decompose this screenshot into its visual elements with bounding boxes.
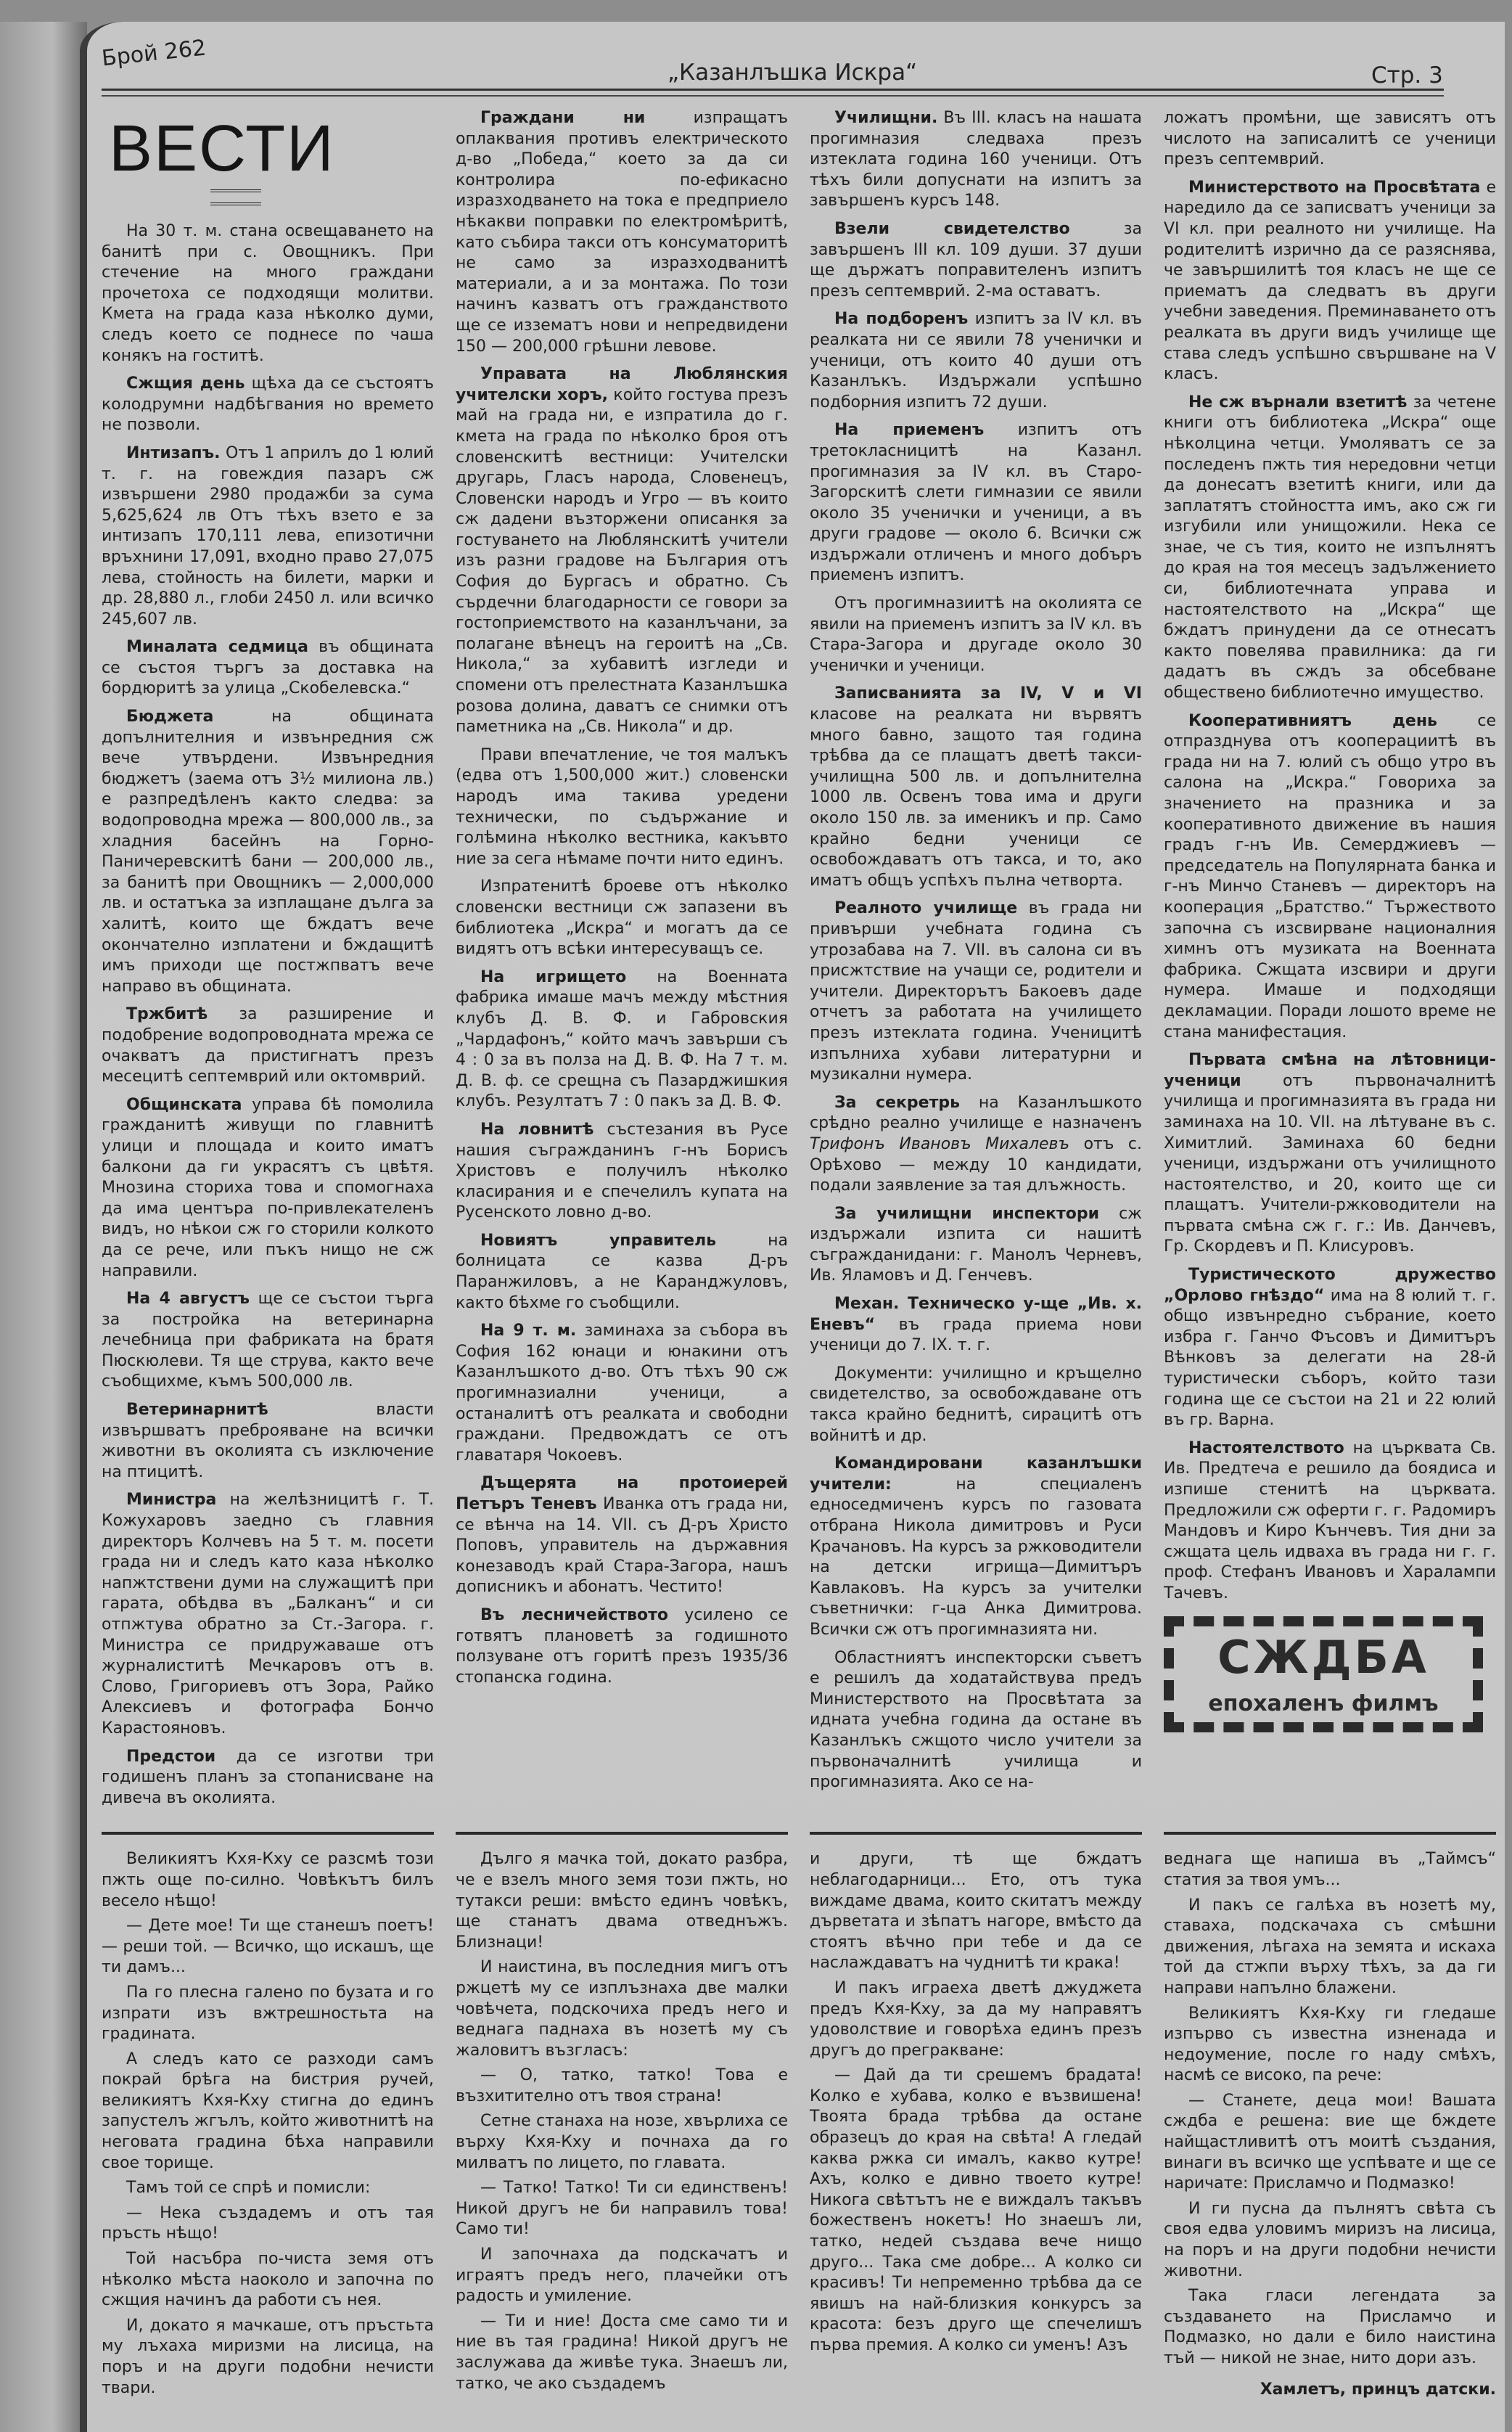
news-item	[102, 221, 434, 367]
feuilleton-column-2	[456, 1849, 788, 2399]
news-item	[102, 1490, 434, 1739]
news-item	[102, 1004, 434, 1087]
section-divider	[1164, 1832, 1496, 1835]
section-divider-row	[102, 1832, 1490, 1835]
news-item	[1164, 393, 1496, 704]
news-item	[456, 1120, 788, 1224]
story-paragraph: И пакъ се галѣха въ нозетѣ му, ставаха, подскачаха съ смѣшни движения, лѣгаха на земята и искаха той да стжпи върху тѣхъ, за да ги направи напълно блажени.	[1164, 1896, 1496, 1997]
previous-page-edge	[0, 22, 87, 2432]
story-paragraph: И наистина, въ последния мигъ отъ ржцетѣ му се изплъзнаха две малки човѣчета, подскочиха предъ него и веднага паднаха въ нозетѣ му съ жаловитъ възгласъ:	[456, 1958, 788, 2060]
news-item	[1164, 1265, 1496, 1431]
story-paragraph: — Станете, деца мои! Вашата сждба е решена: вие ще бждете найщастливитѣ отъ моитѣ създания, винаги въ всичко ще успѣвате и ще се наричате: Присламчо и Подмазко!	[1164, 2091, 1496, 2193]
news-item-text: сж издържали изпита си нашитѣ съгражданидани: г. Манолъ Черневъ, Ив. Яламовъ и Д. Генчевъ.	[810, 1204, 1142, 1285]
news-item-text: на църквата Св. Ив. Предтеча е решило да боядиса и изпише стенитѣ на църквата. Предложили сж оферти г. г. Радомиръ Мандовъ и Киро Кънчевъ. Тия дни за сжщата цель идваха въ града ни г. г. проф. Стефанъ Ивановъ и Харалампи Тачевъ.	[1164, 1438, 1496, 1602]
news-item	[102, 1289, 434, 1393]
story-paragraph: Великиятъ Кхя-Кху ги гледаше изпърво съ известна изненада и недоумение, после го наду смѣхъ, насмѣ се високо, па рече:	[1164, 2004, 1496, 2085]
news-item-headline: Командировани казанлъшки учители:	[810, 1454, 1142, 1494]
news-item-text: отъ първоначалнитѣ училища и прогимназията въ града ни заминаха на 10. VII. на лѣтуване въ с. Химитлий. Заминаха 60 бедни ученици, издържани отъ училищното настоятелство, и 20, които ще си плащатъ. Учители-ржководители на първата смѣна сж г. г.: Ив. Данчевъ, Гр. Скордевъ и П. Клисуровъ.	[1164, 1071, 1496, 1256]
news-section	[102, 108, 1497, 1816]
news-item-text: управа бѣ помолила гражданитѣ живущи по главнитѣ улици и площада и които иматъ балкони да ги украсятъ съ цвѣтя. Мнозина сториха това и спомогнаха да има центъра по-привлекателенъ видъ, но нѣкои сж го сторили колкото да се рече, или пъкъ нищо не сж направили.	[102, 1095, 434, 1280]
feuilleton-column-4	[1164, 1849, 1496, 2400]
news-item-text: изпращатъ оплаквания противъ електрическото д-во „Победа,“ което за да си контролира по-ефикасно изразходването на тока е предприело нѣкакви поправки по електромѣритѣ, като събира такси отъ консуматоритѣ не само за изразходванитѣ материали, а и за монтажа. По този начинъ казватъ отъ гражданството ще се иззематъ нови и непредвидени 150 — 200,000 грѣшни левове.	[456, 109, 788, 356]
story-paragraph: — Дете мое! Ти ще станешъ поетъ! — реши той. — Всичко, що искашъ, ще ти дамъ...	[102, 1917, 434, 1977]
news-item-text: състезания въ Русе нашия съгражданинъ г-нъ Борисъ Христовъ е получилъ нѣколко класирания и е спечелилъ купата на Русенското ловно д-во.	[456, 1120, 789, 1222]
news-item-text: въ града ни привърши учебната година съ утрозабава на 7. VII. въ салона си въ присжтствие на учащи се, родители и учители. Директорътъ Бакоевъ даде отчетъ за работата на училището презъ изтеклата година. Ученицитѣ изпълниха хубави литературни и музикални нумера.	[810, 899, 1142, 1084]
news-item-text: Областниятъ инспекторски съветъ е решилъ да ходатайствува предъ Министерството на Просвѣтата за идната учебна година да остане въ Казанлъкъ сжщото число учители за първоначалнитѣ училища и прогимназията. Ако се на-	[810, 1648, 1142, 1792]
news-item-headline: Новиятъ управитель	[480, 1231, 717, 1250]
news-item-text: за разширение и подобрение водопроводната мрежа се очакватъ да пристигнатъ презъ месецитѣ септемврий или октомврий.	[102, 1005, 434, 1086]
news-item-text: за завършенъ III кл. 109 души. 37 души ще държатъ поправителенъ изпитъ презъ септемврий. 2-ма оставатъ.	[810, 219, 1142, 300]
ad-subtitle: епохаленъ филмъ	[1208, 1690, 1439, 1716]
news-item-text: изпитъ за IV кл. въ реалката ни се явили 78 ученички и ученици, отъ които 40 души отъ Казанлъкъ. Издържали успѣшно подборния изпитъ 72 души.	[810, 310, 1142, 412]
story-paragraph: и други, тѣ ще бждатъ неблагодарници... Ето, отъ тука виждаме двама, които скитатъ между дърветата и зѣпатъ нагоре, вмѣсто да стоятъ вѣчно при тебе и да се наслаждаватъ на чуднитѣ ти крака!	[810, 1850, 1142, 1973]
news-item-headline: На ловнитѣ	[480, 1120, 594, 1139]
news-column-1	[102, 108, 434, 1816]
news-item-text: се отпразднува отъ кооперациитѣ въ града ни на 7. юлий съ общо утро въ салона на „Искра.“ Говориха за значението на празника и за кооперативното движение въ нашия градъ г-нъ Ив. Семерджиевъ — председатель на Популярната банка и г-нъ Минчо Станевъ — директоръ на кооперация „Братство.“ Тържеството започна съ изсвирване националния химнъ отъ музиката на Военната фабрика. Сжщата изсвири и други нумера. Имаше и подходящи декламации. Поради лошото време не стана манифестация.	[1164, 711, 1496, 1041]
news-item-text: въ града приема нови ученици до 7. IX. т. г.	[810, 1315, 1142, 1355]
story-paragraph: А следъ като се разходи самъ покрай брѣга на бистрия ручей, великиятъ Кхя-Кху стигна до единъ запустелъ жгълъ, който животнитѣ на неговата градина бѣха направили свое торище.	[102, 2050, 434, 2172]
news-item	[102, 1095, 434, 1282]
news-item-text: Прави впечатление, че тоя малъкъ (едва отъ 1,500,000 жит.) словенски народъ има такива уредени технически, по съдържание и голѣмина нѣколко вестника, какъвто ние за сега нѣмаме почти нито единъ.	[456, 745, 788, 868]
page-number: Стр. 3	[1371, 62, 1443, 89]
story-paragraph: И пакъ играеха дветѣ джуджета предъ Кхя-Кху, за да му направятъ удоволствие и говорѣха единъ презъ другъ до прегракване:	[810, 1978, 1142, 2060]
story-paragraph: веднага ще напиша въ „Таймсъ“ статия за твоя умъ...	[1164, 1850, 1496, 1889]
news-item	[810, 1648, 1142, 1793]
story-paragraph: — Татко! Татко! Ти си единственъ! Никой другъ не би направилъ това! Само ти!	[456, 2179, 788, 2239]
story-paragraph: Па го плесна галено по бузата и го изпрати изъ вжтрешностьта на градината.	[102, 1983, 434, 2044]
news-item	[1164, 711, 1496, 1044]
news-item	[456, 1231, 788, 1314]
news-item	[1164, 178, 1496, 385]
news-item-headline: На игрището	[480, 967, 627, 986]
header-rule	[102, 89, 1444, 97]
section-title: ВЕСТИ	[109, 112, 335, 185]
news-item-headline: Първата смѣна на лѣтовници-ученици	[1164, 1051, 1496, 1090]
story-paragraph: — Нека създадемъ и отъ тая пръсть нѣщо!	[102, 2203, 434, 2243]
story-paragraph: И започнаха да подскачатъ и играятъ предъ него, плачейки отъ радость и умиление.	[456, 2245, 788, 2306]
story-paragraph: — О, татко, татко! Това е възхитително отъ твоя страна!	[456, 2066, 788, 2105]
news-item	[810, 420, 1142, 586]
news-item	[456, 1473, 788, 1598]
story-paragraph: Великиятъ Кхя-Кху се разсмѣ този пжть още по-силно. Човѣкътъ билъ весело нѣщо!	[102, 1850, 434, 1910]
news-item-text: Отъ прогимназиитѣ на околията се явили на приеменъ изпитъ за IV кл. въ Стара-Загора и другаде около 30 ученички и ученици.	[810, 594, 1142, 675]
news-column-2	[456, 108, 788, 1695]
news-item-text: усилено се готвятъ плановетѣ за годишното ползуване отъ горитѣ презъ 1935/36 стопанска година.	[456, 1605, 788, 1687]
news-item-headline: На 9 т. м.	[480, 1322, 577, 1340]
film-advertisement	[1164, 1616, 1483, 1732]
news-item-text: на общината допълнителния и извънредния сж вече утвърдени. Извънредния бюджетъ (заема отъ 3½ милиона лв.) е разпредѣленъ както следва: за водопроводна мрежа — 800,000 лв., за хладния басейнъ на Горно-Паничеревскитѣ бани — 200,000 лв., за банитѣ при Овощникъ — 2,000,000 лв. и остатъка за изплащане дълга за халитѣ, които ще бждатъ вече окончателно изплатени и бждащитѣ имъ приходи ще постжпватъ вече направо въ общината.	[102, 708, 434, 996]
news-item	[456, 108, 788, 357]
news-item	[810, 1204, 1142, 1287]
issue-number: Брой 262	[100, 35, 208, 72]
news-item	[810, 898, 1142, 1085]
news-item-text: класове на реалката ни вървятъ много бавно, защото тая година трѣбва да се плащатъ дветѣ такси-училищна 500 лв. и допълнителна 1000 лв. Освенъ това има и други около 150 лв. за именикъ и пр. Само крайно бедни ученици се освобождаватъ отъ такса, и то, ако иматъ общъ успѣхъ пълна четворта.	[810, 705, 1142, 890]
news-item-text: на болницата се казва Д-ръ Паранжиловъ, а не Каранджуловъ, както бѣхме го съобщили.	[456, 1231, 788, 1312]
news-item-text: Отъ 1 априлъ до 1 юлий т. г. на говеждия пазаръ сж извършени 2980 продажби за сума 5,625,624 лв Отъ тѣхъ взето е за интизапъ 170,111 лева, епизотични връхнини 17,091, входно право 27,075 лева, стойность на билети, марки и др. 28,880 л., глоби 2450 л. или всичко 245,607 лв.	[102, 443, 434, 629]
news-item	[1164, 1438, 1496, 1605]
news-item	[810, 1364, 1142, 1446]
page-header	[102, 22, 1490, 89]
news-item-headline: Бюджета	[126, 708, 214, 726]
news-item-text: на специаленъ едноседмиченъ курсъ по газовата отбрана Никола димитровъ и Руси Крачановъ. На курсъ за ржководители на детски игрища—Димитъръ Кавлаковъ. На курсъ за учителки съветнички: г-ца Анка Димитрова. Всички сж отъ прогимназията ни.	[810, 1475, 1142, 1639]
section-divider	[456, 1832, 788, 1835]
news-item	[810, 1294, 1142, 1356]
story-paragraph: И ги пусна да пълнятъ свѣта съ своя едва уловимъ миризъ на лисица, на поръ и на други подобни нечисти животни.	[1164, 2199, 1496, 2280]
news-item-text: има на 8 юлий т. г. общо извънредно събрание, което избра г. Ганчо Фъсовъ и Димитъръ Вѣнковъ за делегати на 28-й туристически съборъ, който тази година ще се състои на 21 и 22 юлий въ гр. Варна.	[1164, 1286, 1496, 1430]
news-item-text: Изпратенитѣ броеве отъ нѣколко словенски вестници сж запазени въ библиотека „Искра“ и могатъ да се видятъ отъ всѣки интересуващъ се.	[456, 877, 788, 959]
story-paragraph: Сетне станаха на нозе, хвърлиха се върху Кхя-Кху и почнаха да го милватъ по лицето, по главата.	[456, 2112, 788, 2172]
news-item-text: Иванка отъ града ни, се вѣнча на 14. VII. съ Д-ръ Христо Поповъ, управитель на държавния конезаводъ край Стара-Загора, нашъ дописникъ и абонатъ. Честито!	[456, 1495, 788, 1597]
news-item-text: на Казанлъшкото срѣдно реално училище е назначенъ	[810, 1093, 1142, 1133]
section-divider	[102, 1832, 434, 1835]
news-item-headline: Интизапъ.	[126, 443, 221, 462]
section-divider	[810, 1832, 1142, 1835]
news-item	[456, 877, 788, 959]
news-item-headline: Тржбитѣ	[126, 1005, 208, 1024]
news-item	[810, 1093, 1142, 1197]
news-item-text: ложатъ промѣни, ще зависятъ отъ числото на записалитѣ се ученици презъ септемврий.	[1164, 109, 1496, 169]
news-item-text: ще се състои търга за постройка на ветеринарна лечебница при фабриката на братя Пюскюлеви. Тя ще струва, както вече съобщихме, къмъ 500,000 лв.	[102, 1290, 434, 1391]
news-item	[102, 374, 434, 436]
news-item-text: отъ с. Орѣхово — между 10 кандидати, подали заявление за тая длъжность.	[810, 1134, 1142, 1195]
news-item	[810, 108, 1142, 212]
story-paragraph: — Дай да ти срешемъ брадата! Колко е хубава, колко е възвишена! Твоята брада трѣбва да остане образецъ до края на свѣта! А гледай каква ржка си ималъ, какво кутре! Ахъ, колко е дивно твоето кутре! Никога свѣтътъ не е виждалъ такъвъ божественъ нокетъ! Но знаешъ ли, татко, недей създава вече нищо друго... Така сме добре... А колко си красивъ! Ти непременно трѣбва да се явишъ на най-близкия конкурсъ за красота: безъ друго ще спечелишъ първа премия. А колко си уменъ! Азъ	[810, 2066, 1142, 2354]
news-item-headline: Не сж върнали взетитѣ	[1188, 393, 1408, 412]
news-item-headline: Туристическото дружество „Орлово гнѣздо“	[1164, 1266, 1496, 1305]
news-item-headline: На подборенъ	[834, 310, 969, 329]
news-item-text: изпитъ отъ третокласницитѣ на Казанл. прогимназия за IV кл. въ Старо-Загорскитѣ слети гимназии се явили около 35 ученички и ученици, а въ други градове — около 6. Всички сж издържали отличенъ и много добъръ приеменъ изпитъ.	[810, 421, 1142, 585]
feuilleton-column-1	[102, 1849, 434, 2403]
news-item-text: който гостува презъ май на града ни, е изпратила до г. кмета на града по нѣколко броя отъ словенскитѣ вестници: Учителски другарь, Гласъ народа, Словенецъ, Словенски народъ и Угро — въ които сж дадени възторжени описанкя за гостуването на Люблянскитѣ учители изъ разни градове на България отъ София до Бургасъ и обратно. Съ сърдечни благодарности се говори за гостоприемството на казанлъчани, за полагане вѣнецъ на героитѣ на „Св. Никола,“ за хубавитѣ изгледи и спомени отъ прелестната Казанлъшка розова долина, даватъ се снимки отъ паметника на „Св. Никола“ и др.	[456, 385, 789, 737]
news-item-text: На 30 т. м. стана освещаването на банитѣ при с. Овощникъ. При стечение на много граждани прочетоха се подходящи молитви. Кмета на града каза нѣколко думи, следъ което се поднесе по чаша конякъ на гоститѣ.	[102, 222, 434, 365]
newspaper-page	[80, 22, 1505, 2432]
news-item-text: на желѣзницитѣ г. Т. Кожухаровъ заедно съ главния директоръ Колчевъ на 5 т. м. посети града ни и следъ като каза нѣколко напжтствени думи на служащитѣ при гарата, обѣдва въ „Балканъ“ и си отпжтува обратно за Ст.-Загора. г. Министра се придружаваше отъ журналиститѣ Мечкаровъ отъ в. Слово, Григориевъ отъ Зора, Райко Алексиевъ и фотографа Бончо Карастояновъ.	[102, 1491, 434, 1737]
news-item	[102, 1400, 434, 1483]
news-item-text: власти извършватъ преброяване на всички животни въ околията съ изключение на птицитѣ.	[102, 1401, 434, 1481]
news-item-headline: Дъщерята на протоиерей Петъръ Теневъ	[456, 1474, 788, 1513]
news-item-headline: На приеменъ	[834, 421, 985, 440]
news-item	[810, 1454, 1142, 1640]
news-item-name: Трифонъ Ивановъ Михалевъ	[810, 1134, 1070, 1153]
ad-title: СЖДБА	[1217, 1630, 1429, 1684]
news-item-headline: Реалното училище	[834, 899, 1018, 918]
author-signature: Хамлетъ, принцъ датски.	[1260, 2380, 1496, 2399]
news-item-headline: За училищни инспектори	[834, 1204, 1100, 1223]
news-item-headline: Граждани ни	[480, 109, 646, 127]
news-item	[456, 364, 788, 738]
news-item	[456, 745, 788, 870]
story-paragraph: Дълго я мачка той, докато разбра, че е взелъ много земя този пжть, но тутакси реши: вмѣсто единъ човѣкъ, ще станатъ двама отведнъжъ. Близнаци!	[456, 1850, 788, 1952]
news-item	[456, 967, 788, 1113]
story-paragraph: Така гласи легендата за създаването на Присламчо и Подмазко, но дали е било наистина тъй — никой не знае, нито дори азъ.	[1164, 2287, 1496, 2367]
news-item-headline: Общинската	[126, 1095, 242, 1114]
story-paragraph: И, докато я мачкаше, отъ пръстьта му лъхаха миризми на лисица, на поръ и на други подобни нечисти твари.	[102, 2316, 434, 2397]
news-item	[102, 443, 434, 630]
news-item-headline: Кооперативниятъ день	[1188, 711, 1437, 730]
news-item-headline: Министра	[126, 1491, 217, 1510]
news-item-headline: Училищни.	[834, 109, 938, 127]
news-item-text: заминаха за събора въ София 162 юнаци и юнакини отъ Казанлъшкото д-во. Отъ тѣхъ 90 сж прогимназиални ученици, а останалитѣ отъ реалката и свободни граждани. Предвождатъ се отъ главатаря Чокоевъ.	[456, 1322, 788, 1465]
news-item-headline: Въ лесничейството	[480, 1605, 669, 1624]
news-item-headline: Министерството на Просвѣтата	[1188, 178, 1481, 197]
title-ornament	[210, 189, 261, 205]
news-item	[1164, 108, 1496, 171]
news-item	[810, 684, 1142, 891]
feuilleton-column-3	[810, 1849, 1142, 2360]
news-item	[456, 1605, 788, 1688]
news-item-headline: Настоятелството	[1188, 1438, 1344, 1457]
news-item-text: щѣха да се състоятъ колодрумни надбѣгвания но времето не позволи.	[102, 374, 435, 435]
news-item-headline: Взели свидетелство	[834, 219, 1070, 238]
news-column-4	[1164, 108, 1496, 1732]
news-item	[810, 594, 1142, 676]
news-item-headline: Предстои	[126, 1747, 216, 1766]
newspaper-title: „Казанлъшка Искра“	[667, 60, 918, 86]
story-paragraph: Тамъ той се спрѣ и помисли:	[126, 2179, 371, 2198]
news-column-3	[810, 108, 1142, 1801]
news-item	[102, 637, 434, 700]
news-item	[102, 1747, 434, 1809]
news-item-headline: Сжщия день	[126, 374, 245, 393]
news-item	[1164, 1050, 1496, 1258]
story-paragraph: — Ти и ние! Доста сме само ти и ние въ тая градина! Никой другъ не заслужава да живѣе тука. Знаешъ ли, татко, че ако създадемъ	[456, 2312, 788, 2393]
news-item-text: Въ III. класъ на нашата прогимназия следваха презъ изтеклата година 160 ученици. Отъ тѣхъ били допуснати на изпитъ за завършенъ курсъ 148.	[810, 109, 1142, 210]
news-item-headline: На 4 августъ	[126, 1290, 250, 1309]
news-item-headline: Записванията за IV, V и VI	[834, 684, 1142, 703]
feuilleton-section	[102, 1849, 1496, 2403]
news-item-headline: Ветеринарнитѣ	[126, 1401, 268, 1420]
news-item	[456, 1321, 788, 1466]
news-item-text: на Военната фабрика имаше мачъ между мѣстния клубъ Д. В. Ф. и Габровския „Чардафонъ,“ който мачъ завърши съ 4 : 0 за въ полза на Д. В. Ф. На 7 т. м. Д. В. ф. се срещна съ Пазарджишкия клубъ. Резултатъ 7 : 0 пакъ за Д. В. Ф.	[456, 967, 788, 1111]
news-item-headline: Механ. Техническо у-ще „Ив. х. Еневъ“	[810, 1295, 1142, 1334]
news-item-text: да се изготви три годишенъ планъ за стопанисване на дивеча въ околията.	[102, 1747, 434, 1807]
news-item-headline: За секретрь	[834, 1093, 960, 1112]
news-item-text: за четене книги отъ библиотека „Искра“ още нѣколцина четци. Умоляватъ се за последенъ пжть тия нередовни четци да донесатъ взетитѣ книги, или да заплатятъ стойността имъ, ако сж ги изгубили или унищожили. Нека се знае, че съ тия, които не изпълнятъ до края на тоя месецъ задължението си, библиотечната управа и настоятелството на „Искра“ ще бждатъ принудени да се отнесатъ както повелява правилника: да ги дадатъ въ сждъ за обсебване обществено библиотечно имущество.	[1164, 393, 1496, 703]
story-paragraph: Той насъбра по-чиста земя отъ нѣколко мѣста наоколо и започна по сжщия начинъ да работи съ нея.	[102, 2250, 434, 2310]
news-item-headline: Управата на Люблянския учителски хоръ,	[456, 365, 788, 404]
news-item	[102, 707, 434, 997]
news-item-text: е наредило да се записватъ ученици за VI кл. при реалното ни училище. На родителитѣ изрично да се разяснява, че завършилитѣ тоя класъ не ще се приематъ да следватъ въ други учебни заведения. Преминаването отъ реалката въ други видъ училище ще става следъ успѣшно свършване на V класъ.	[1164, 178, 1497, 384]
news-item-headline: Миналата седмица	[126, 638, 308, 657]
news-item-text: въ общината се състоя търгъ за доставка на бордюритѣ за улица „Скобелевска.“	[102, 638, 434, 698]
news-item-text: Документи: училищно и кръщелно свидетелство, за освобождаване отъ такса крайно беднитѣ, сирацитѣ отъ войнитѣ и др.	[810, 1364, 1142, 1445]
news-item	[810, 309, 1142, 413]
news-item	[810, 219, 1142, 302]
